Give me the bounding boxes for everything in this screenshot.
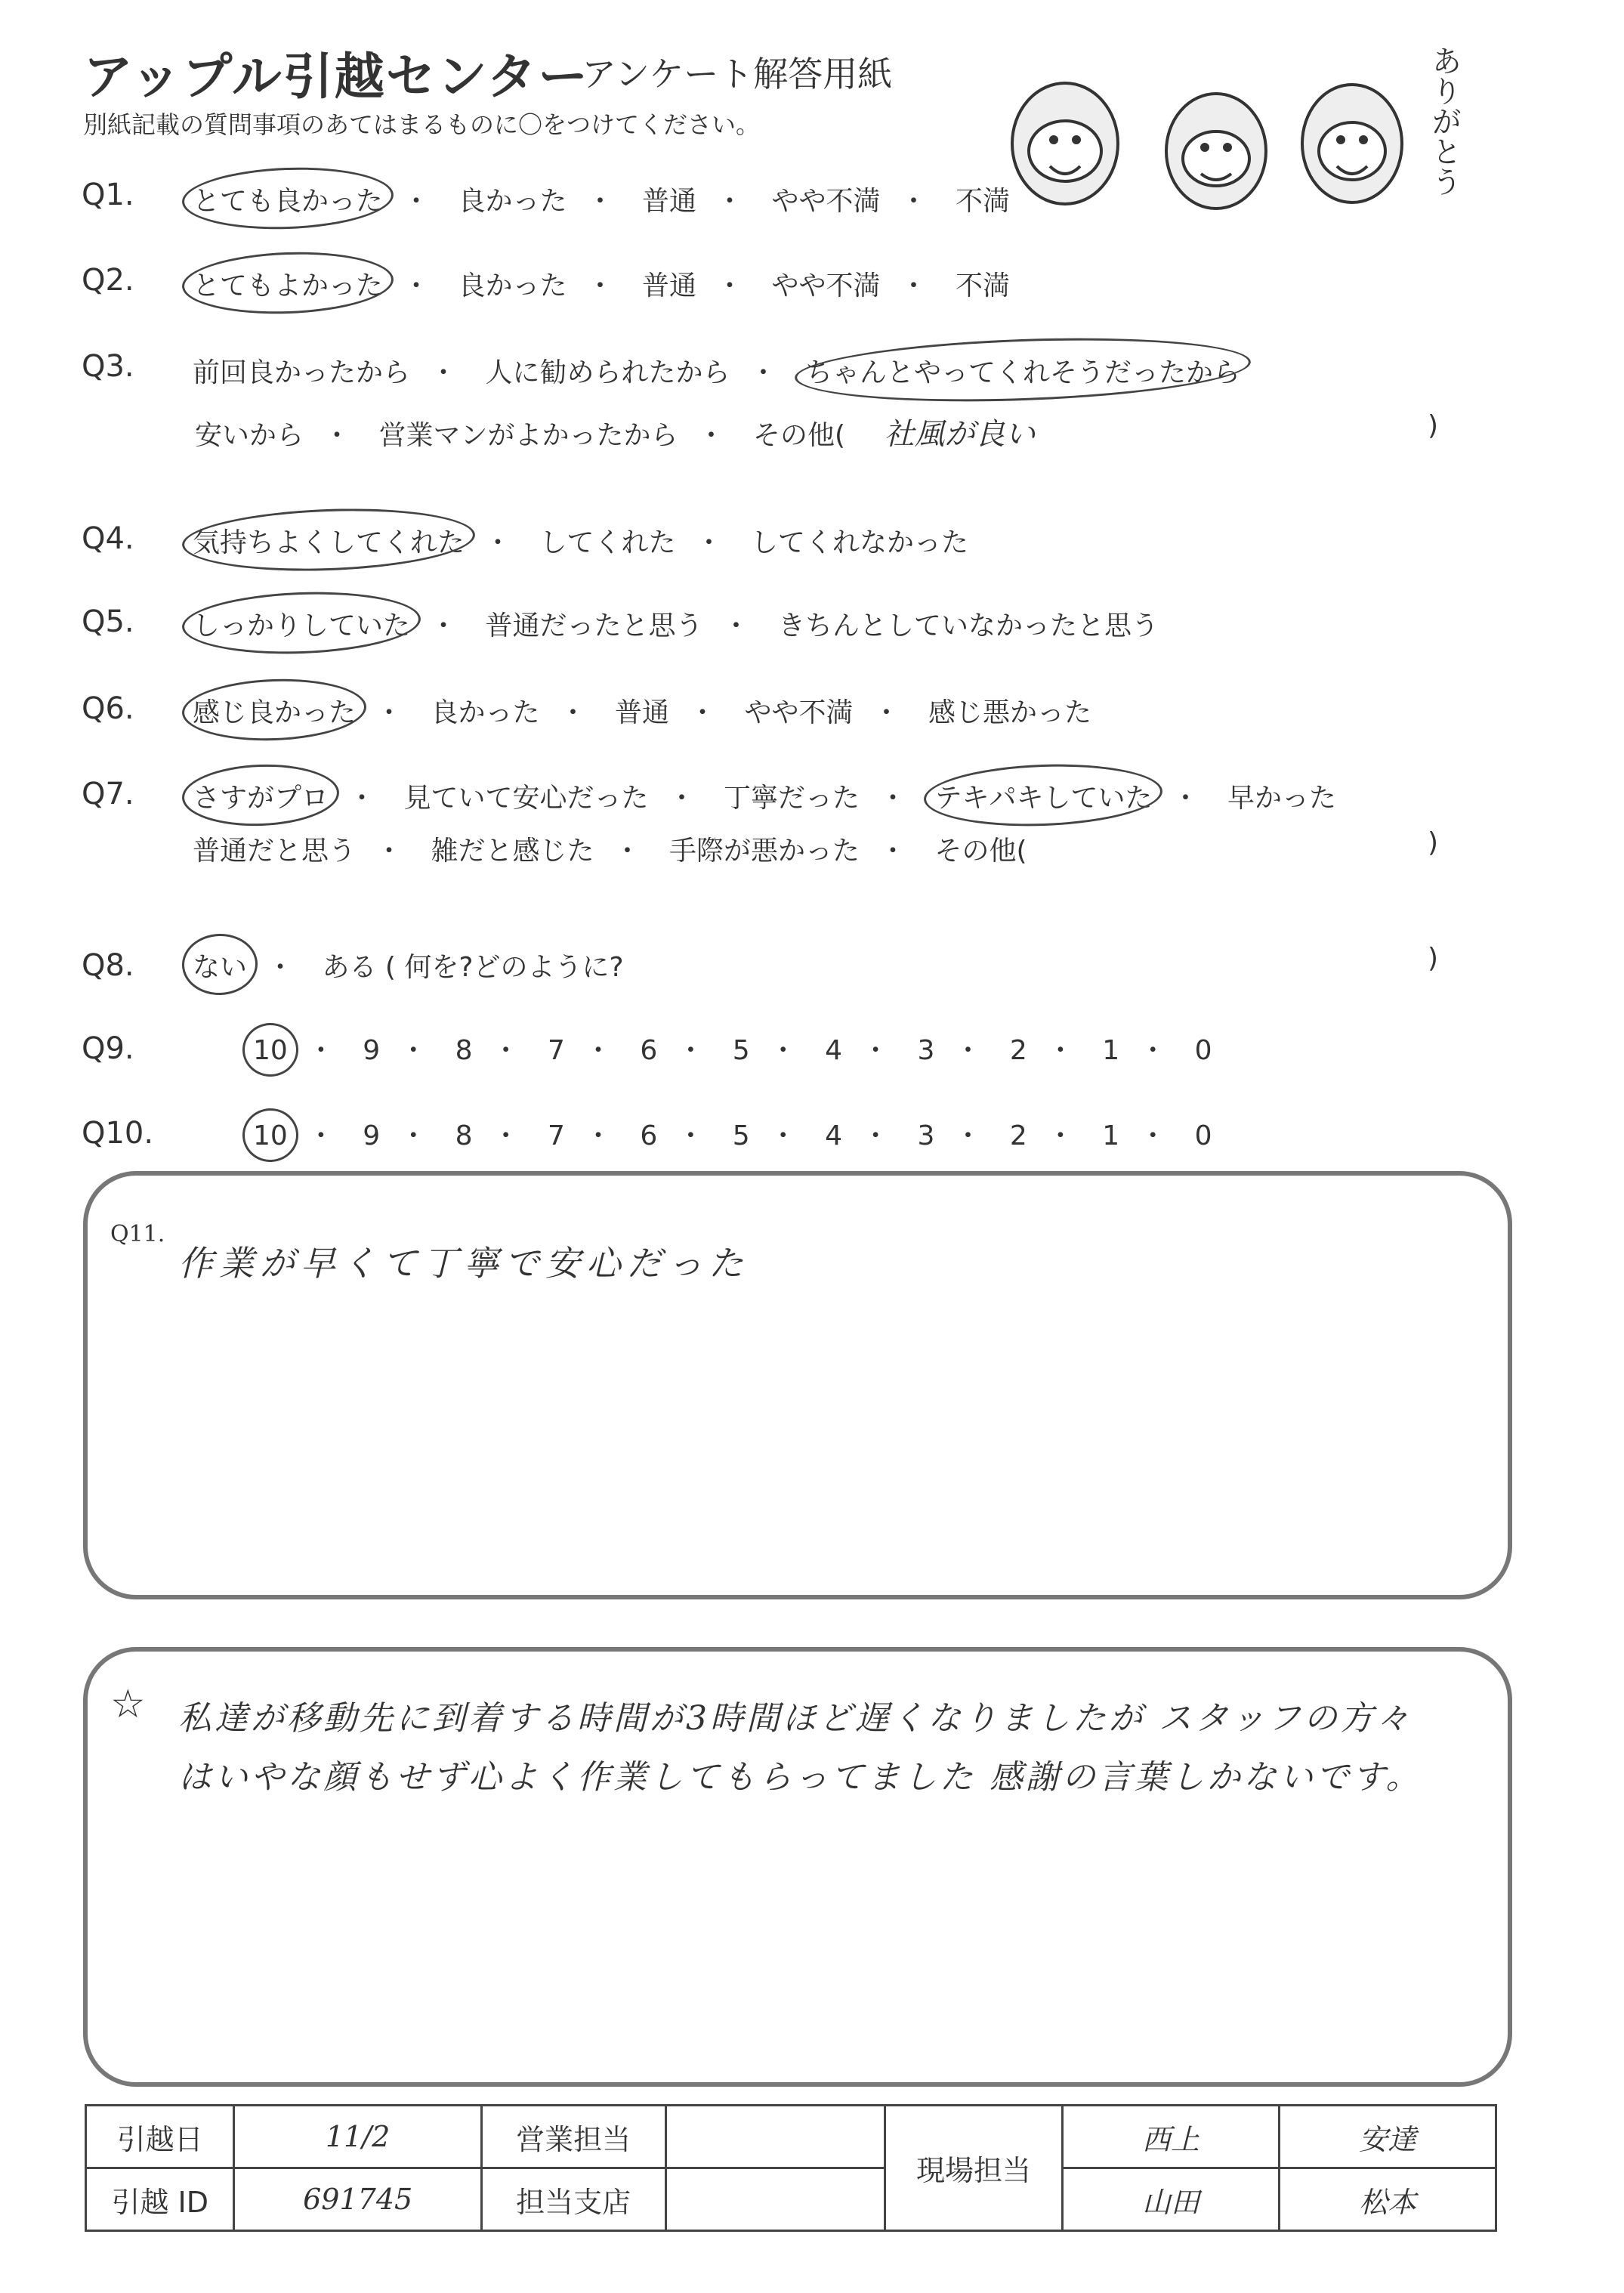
q3-option[interactable]: ちゃんとやってくれそうだったから [805, 351, 1240, 390]
page-title: アップル引越センター [83, 48, 590, 106]
q9-option[interactable]: 5 [732, 1035, 750, 1066]
footer-table [85, 2104, 1497, 2232]
branch-label: 担当支店 [481, 2168, 665, 2231]
q5-label: Q5. [82, 604, 134, 639]
q10-option[interactable]: 2 [1009, 1120, 1027, 1151]
q7-option[interactable]: その他( [934, 836, 1027, 867]
instructions: 別紙記載の質問事項のあてはまるものに〇をつけてください。 [83, 110, 761, 139]
q1-options: とても良かった ・ 良かった ・ 普通 ・ やや不満 ・ 不満 [193, 180, 1010, 218]
free-comment-text: 私達が移動先に到着する時間が3時間ほど遅くなりましたが スタッフの方々はいやな顔もせず心よく作業してもらってました 感謝の言葉しかないです。 [178, 1699, 1422, 1797]
q7-option[interactable]: 普通だと思う [193, 836, 357, 867]
q8-label: Q8. [82, 948, 134, 983]
q7-option[interactable]: テキパキしていた [934, 777, 1152, 815]
mascot-illustration [997, 38, 1465, 234]
q6-option[interactable]: 良かった [431, 697, 540, 728]
q7-option[interactable]: 手際が悪かった [668, 836, 860, 867]
branch-value[interactable] [665, 2168, 885, 2231]
q3-option[interactable]: 前回良かったから [193, 357, 411, 388]
site-staff: 松本 [1280, 2168, 1496, 2231]
q4-label: Q4. [82, 521, 134, 556]
closing-paren: ) [1428, 410, 1439, 441]
q2-option[interactable]: 良かった [458, 270, 567, 301]
q2-options: とてもよかった ・ 良かった ・ 普通 ・ やや不満 ・ 不満 [193, 264, 1010, 303]
site-staff: 西上 [1063, 2106, 1280, 2168]
q5-option[interactable]: しっかりしていた [193, 604, 410, 643]
q1-option[interactable]: 不満 [955, 186, 1010, 217]
site-staff: 安達 [1280, 2106, 1496, 2168]
q10-option[interactable]: 0 [1194, 1120, 1212, 1151]
q4-options: 気持ちよくしてくれた ・ してくれた ・ してくれなかった [193, 521, 968, 560]
q10-option[interactable]: 9 [363, 1120, 381, 1151]
q6-option[interactable]: やや不満 [744, 697, 854, 728]
q5-option[interactable]: きちんとしていなかったと思う [777, 610, 1159, 641]
q8-option[interactable]: ある ( 何を?どのように? [322, 952, 624, 983]
q1-option[interactable]: とても良かった [193, 180, 383, 218]
q10-options: 10 ・ 9 ・ 8 ・ 7 ・ 6 ・ 5 ・ 4 ・ 3 ・ 2 ・ 1 ・ 0 [253, 1120, 1212, 1151]
q3-options-line2: 安いから ・ 営業マンがよかったから ・ その他( 社風が良い [195, 410, 1035, 453]
q2-label: Q2. [82, 263, 134, 298]
q9-option[interactable]: 1 [1102, 1035, 1120, 1066]
q9-option[interactable]: 8 [455, 1035, 473, 1066]
q6-options: 感じ良かった ・ 良かった ・ 普通 ・ やや不満 ・ 感じ悪かった [193, 691, 1091, 730]
q4-option[interactable]: 気持ちよくしてくれた [193, 521, 465, 560]
q3-option[interactable]: その他( [752, 420, 846, 451]
sales-value[interactable] [665, 2106, 885, 2168]
q2-option[interactable]: 不満 [955, 270, 1010, 301]
q7-option[interactable]: 丁寧だった [723, 783, 860, 814]
q9-option[interactable]: 0 [1194, 1035, 1212, 1066]
q9-options: 10 ・ 9 ・ 8 ・ 7 ・ 6 ・ 5 ・ 4 ・ 3 ・ 2 ・ 1 ・ 0 [253, 1035, 1212, 1066]
q10-option[interactable]: 1 [1102, 1120, 1120, 1151]
q7-option[interactable]: 雑だと感じた [431, 836, 594, 867]
free-comment-box[interactable] [83, 1647, 1512, 2087]
q8-option[interactable]: ない [193, 946, 247, 984]
q10-option[interactable]: 5 [732, 1120, 750, 1151]
q9-option[interactable]: 3 [917, 1035, 935, 1066]
q7-option[interactable]: さすがプロ [193, 777, 329, 815]
q7-label: Q7. [82, 777, 134, 811]
q10-option[interactable]: 8 [455, 1120, 473, 1151]
q11-answer: 作業が早くて丁寧で安心だった [178, 1243, 749, 1284]
q1-label: Q1. [82, 178, 134, 212]
star-icon: ☆ [110, 1682, 146, 1727]
q2-option[interactable]: 普通 [641, 270, 696, 301]
q10-label: Q10. [82, 1116, 154, 1151]
q2-option[interactable]: やや不満 [771, 270, 881, 301]
q3-label: Q3. [82, 349, 134, 384]
q3-options-line1: 前回良かったから ・ 人に勧められたから ・ ちゃんとやってくれそうだったから [193, 351, 1240, 390]
thanks-text: ありがとう [1427, 45, 1462, 196]
q3-option[interactable]: 人に勧められたから [485, 357, 730, 388]
q10-option[interactable]: 7 [548, 1120, 565, 1151]
q6-label: Q6. [82, 691, 134, 726]
q9-option[interactable]: 6 [640, 1035, 658, 1066]
q10-option[interactable]: 3 [917, 1120, 935, 1151]
q9-option[interactable]: 10 [253, 1035, 288, 1066]
sales-label: 営業担当 [481, 2106, 665, 2168]
q7-option[interactable]: 見ていて安心だった [403, 783, 649, 814]
q11-comment-box[interactable] [83, 1171, 1512, 1599]
q9-label: Q9. [82, 1031, 134, 1066]
q5-options: しっかりしていた ・ 普通だったと思う ・ きちんとしていなかったと思う [193, 604, 1159, 643]
move-date-label: 引越日 [86, 2106, 234, 2168]
move-id-label: 引越 ID [86, 2168, 234, 2231]
page-subtitle: アンケート解答用紙 [582, 54, 893, 94]
q9-option[interactable]: 7 [548, 1035, 565, 1066]
q10-option[interactable]: 4 [825, 1120, 843, 1151]
q2-option[interactable]: とてもよかった [193, 264, 383, 303]
site-staff: 山田 [1063, 2168, 1280, 2231]
q4-option[interactable]: してくれなかった [750, 527, 968, 558]
q3-option[interactable]: 営業マンがよかったから [378, 420, 678, 451]
site-label: 現場担当 [885, 2106, 1063, 2231]
q7-option[interactable]: 早かった [1227, 783, 1336, 814]
q1-option[interactable]: 良かった [458, 186, 567, 217]
q6-option[interactable]: 感じ悪かった [928, 697, 1091, 728]
q9-option[interactable]: 9 [363, 1035, 381, 1066]
q10-option[interactable]: 6 [640, 1120, 658, 1151]
q11-label: Q11. [110, 1221, 165, 1247]
q1-option[interactable]: やや不満 [771, 186, 881, 217]
q1-option[interactable]: 普通 [641, 186, 696, 217]
q7-options-line2: 普通だと思う ・ 雑だと感じた ・ 手際が悪かった ・ その他( [193, 830, 1027, 868]
q7-options-line1: さすがプロ ・ 見ていて安心だった ・ 丁寧だった ・ テキパキしていた ・ 早かった [193, 777, 1336, 815]
q10-option[interactable]: 10 [253, 1120, 288, 1151]
q9-option[interactable]: 2 [1009, 1035, 1027, 1066]
q3-other-text: 社風が良い [884, 417, 1036, 452]
q6-option[interactable]: 普通 [614, 697, 669, 728]
q3-option[interactable]: 安いから [195, 420, 304, 451]
move-id-value: 691745 [234, 2168, 481, 2231]
q8-options: ない ・ ある ( 何を?どのように? [193, 946, 624, 984]
q9-option[interactable]: 4 [825, 1035, 843, 1066]
closing-paren: ) [1428, 827, 1439, 858]
q6-option[interactable]: 感じ良かった [193, 691, 356, 730]
closing-paren: ) [1428, 943, 1439, 974]
q4-option[interactable]: してくれた [539, 527, 676, 558]
move-date-value: 11/2 [234, 2106, 481, 2168]
q5-option[interactable]: 普通だったと思う [485, 610, 703, 641]
